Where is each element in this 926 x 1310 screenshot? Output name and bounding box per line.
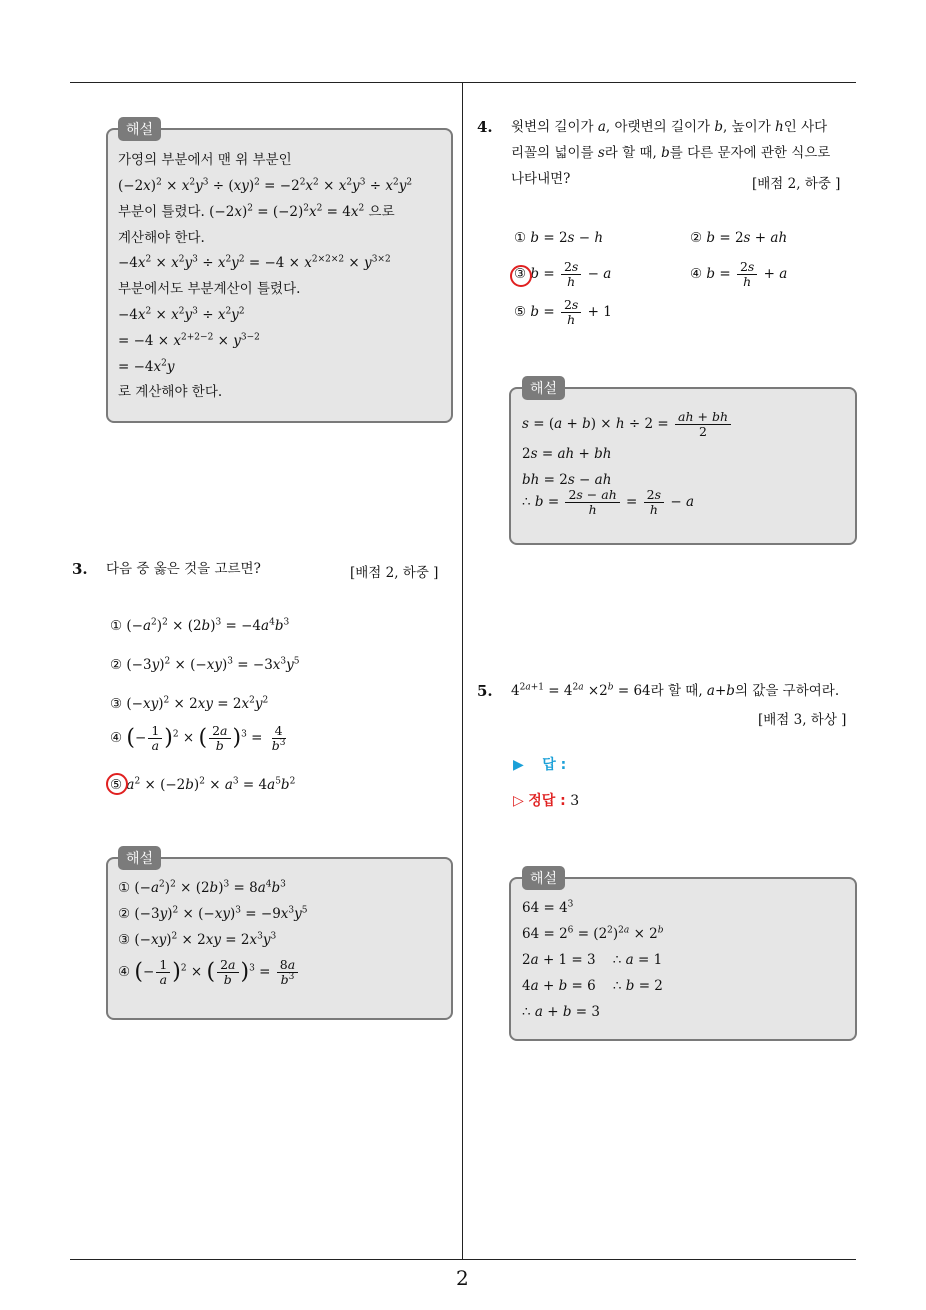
top-rule [70, 82, 856, 83]
choice-3-1[interactable]: ① $(-a^2)^2 \times (2b)^3 = -4a^4b^3$ [110, 617, 290, 634]
explanation-tag: 해설 [522, 376, 565, 400]
question-number-5: 5. [477, 682, 493, 700]
question-text-4: 윗변의 길이가 a, 아랫변의 길이가 b, 높이가 h인 사다 리꼴의 넓이를 s라 할 때, b를 다른 문자에 관한 식으로 나타내면? [511, 119, 831, 187]
bottom-rule [70, 1259, 856, 1260]
choice-4-2[interactable]: ② b = 2s + ah [690, 230, 788, 246]
correct-label: 정답 : [528, 793, 566, 809]
choice-4-3[interactable]: ③ b = $\frac{2s}{h}$ − a [514, 259, 612, 289]
explain-line: 가영의 부분에서 맨 위 부분인 [118, 152, 292, 168]
explain-formula: bh = 2s − ah [522, 472, 612, 488]
question-text-3: 다음 중 옳은 것을 고르면? [106, 561, 261, 577]
explain-formula: ① $(-a^2)^2 \times (2b)^3 = 8a^4b^3$ [118, 879, 286, 896]
explain-formula: = $-4x^2y$ [118, 358, 175, 375]
choice-3-2[interactable]: ② $(-3y)^2 \times (-xy)^3 = -3x^3y^5$ [110, 656, 300, 673]
explain-formula: $-4x^2 \times x^2y^3 \div x^2y^2$ [118, 306, 245, 323]
explanation-tag: 해설 [522, 866, 565, 890]
explain-formula: $(-2x)^2 \times x^2y^3 \div (xy)^2 = -2^2x^2 \times x^2y^3 \div x^2y^2$ [118, 177, 413, 194]
choice-4-5[interactable]: ⑤ b = $\frac{2s}{h}$ + 1 [514, 297, 612, 327]
explain-formula: $64 = 2^6 = (2^2)^{2a} \times 2^b$ [522, 925, 664, 942]
correct-value: 3 [570, 793, 580, 809]
answer-mark-circle [510, 265, 532, 287]
page-number: 2 [456, 1266, 469, 1290]
explain-line: 계산해야 한다. [118, 230, 205, 246]
explain-formula: = $-4 \times x^{2+2-2} \times y^{3-2}$ [118, 332, 260, 349]
explain-formula: ③ $(-xy)^2 \times 2xy = 2x^3y^3$ [118, 931, 277, 948]
explain-formula: $64 = 4^3$ [522, 899, 574, 916]
choice-4-4[interactable]: ④ b = $\frac{2s}{h}$ + a [690, 259, 788, 289]
choice-4-1[interactable]: ① b = 2s − h [514, 230, 604, 246]
answer-label: 답 : [542, 757, 567, 773]
question-text-5: $4^{2a+1} = 4^{2a} \times 2^b = 64$라 할 때, a+b의 값을 구하여라. [511, 682, 840, 699]
explain-line: 부분이 틀렸다. $(-2x)^2 = (-2)^2x^2 = 4x^2$ 으로 [118, 203, 395, 220]
question-number-3: 3. [72, 560, 88, 578]
explain-formula: s = (a + b) × h ÷ 2 = $\frac{ah + bh}{2}$ [522, 410, 733, 439]
explain-line: 로 계산해야 한다. [118, 384, 223, 400]
question-score-3: [배점 2, 하중 ] [350, 565, 439, 581]
choice-3-3[interactable]: ③ $(-xy)^2 \times 2xy = 2x^2y^2$ [110, 695, 269, 712]
question-score-4: [배점 2, 하중 ] [752, 176, 841, 192]
choice-3-5[interactable]: ⑤ $a^2 \times (-2b)^2 \times a^3 = 4a^5b^2$ [110, 776, 296, 793]
explain-formula: $-4x^2 \times x^2y^3 \div x^2y^2 = -4 \times x^{2\times 2\times 2} \times y^{3\times 2}$ [118, 254, 391, 271]
column-divider [462, 82, 463, 1260]
correct-answer-row [513, 790, 579, 810]
question-number-4: 4. [477, 118, 493, 136]
explain-formula: 4a + b = 6 ∴ b = 2 [522, 978, 663, 994]
explain-formula: ④ (− $\frac{1}{a}$ )$^2$ × ( $\frac{2a}{b}$ )$^3$ = $\frac{8a}{b^3}$ [118, 958, 300, 987]
explain-formula: ② $(-3y)^2 \times (-xy)^3 = -9x^3y^5$ [118, 905, 308, 922]
answer-arrow-icon: ▶ [513, 757, 524, 773]
choice-3-4[interactable]: ④ (− $\frac{1}{a}$ )$^2$ × ( $\frac{2a}{b}$ )$^3$ = $\frac{4}{b^3}$ [110, 723, 286, 753]
explanation-tag: 해설 [118, 117, 161, 141]
explain-line: 부분에서도 부분계산이 틀렸다. [118, 281, 301, 297]
answer-row[interactable] [513, 754, 566, 774]
explain-formula: 2a + 1 = 3 ∴ a = 1 [522, 952, 663, 968]
explain-formula: ∴ b = $\frac{2s - ah}{h}$ = $\frac{2s}{h}$ − a [522, 487, 695, 517]
answer-mark-circle [106, 773, 128, 795]
explanation-tag: 해설 [118, 846, 161, 870]
explain-formula: ∴ a + b = 3 [522, 1004, 600, 1020]
explanation-box-q2 [106, 128, 453, 423]
explain-formula: 2s = ah + bh [522, 446, 612, 462]
correct-arrow-icon: ▷ [513, 793, 524, 809]
question-score-5: [배점 3, 하상 ] [758, 712, 847, 728]
